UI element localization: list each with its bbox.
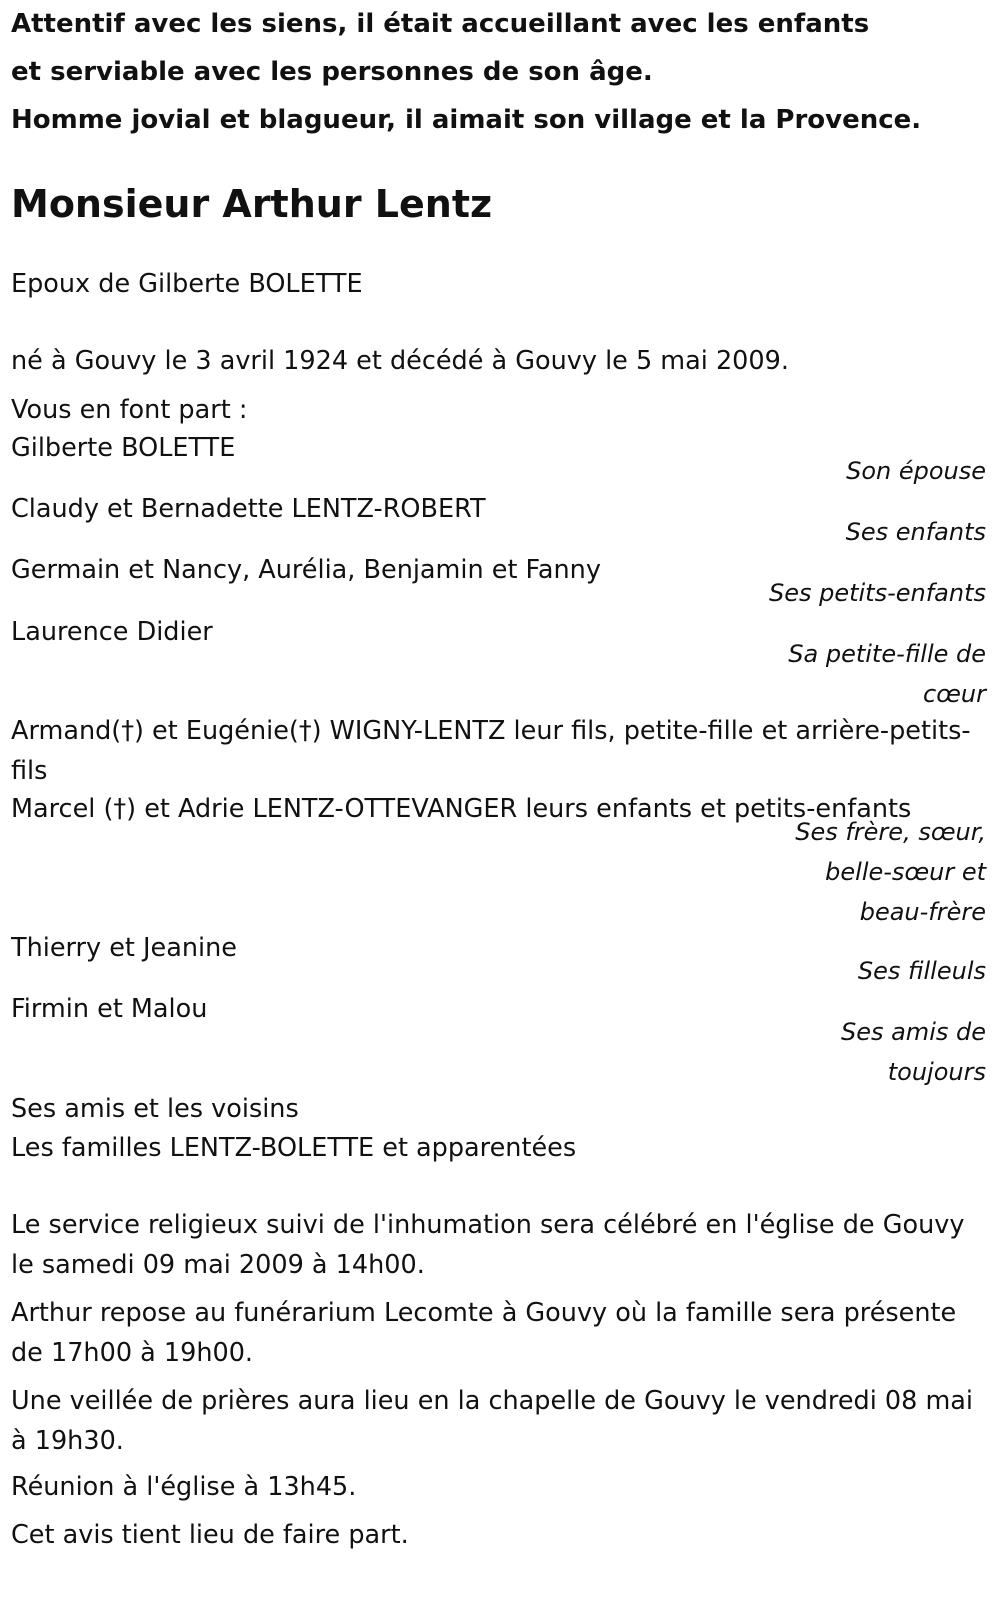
family-names: Gilberte BOLETTE (11, 433, 236, 463)
ceremony-detail: Arthur repose au funérarium Lecomte à Gouvy où la famille sera présente de 17h00 à 19h00. (11, 1298, 957, 1368)
ceremony-detail: Une veillée de prières aura lieu en la chapelle de Gouvy le vendredi 08 mai à 19h30. (11, 1386, 974, 1456)
others-line: Les familles LENTZ-BOLETTE et apparentées (11, 1133, 577, 1163)
intro-line: Homme jovial et blagueur, il aimait son village et la Provence. (11, 105, 922, 135)
family-relation: Ses amis de toujours (840, 1018, 986, 1086)
family-relation: Sa petite-fille de cœur (788, 640, 986, 708)
announce-label: Vous en font part : (11, 395, 248, 425)
family-relation: Ses filleuls (857, 957, 986, 985)
family-names: Laurence Didier (11, 617, 213, 647)
spouse-line: Epoux de Gilberte BOLETTE (11, 269, 363, 299)
ceremony-detail: Réunion à l'église à 13h45. (11, 1472, 357, 1502)
ceremony-detail: Cet avis tient lieu de faire part. (11, 1520, 409, 1550)
family-names: Marcel (†) et Adrie LENTZ-OTTEVANGER leurs enfants et petits-enfants (11, 794, 912, 824)
deceased-name-title: Monsieur Arthur Lentz (11, 182, 493, 226)
intro-line: Attentif avec les siens, il était accueillant avec les enfants (11, 9, 870, 39)
ceremony-detail: Le service religieux suivi de l'inhumation sera célébré en l'église de Gouvy le samedi 09 mai 2009 à 14h00. (11, 1210, 965, 1280)
intro-line: et serviable avec les personnes de son âge. (11, 57, 653, 87)
family-names: Germain et Nancy, Aurélia, Benjamin et Fanny (11, 555, 601, 585)
family-names: Armand(†) et Eugénie(†) WIGNY-LENTZ leur fils, petite-fille et arrière-petits-fils (11, 716, 971, 786)
family-relation: Son épouse (846, 457, 986, 485)
family-names: Claudy et Bernadette LENTZ-ROBERT (11, 494, 486, 524)
family-relation: Ses petits-enfants (768, 579, 986, 607)
others-line: Ses amis et les voisins (11, 1094, 299, 1124)
family-names: Thierry et Jeanine (11, 933, 237, 963)
family-relation: Ses enfants (845, 518, 986, 546)
birth-death-line: né à Gouvy le 3 avril 1924 et décédé à Gouvy le 5 mai 2009. (11, 346, 789, 376)
family-names: Firmin et Malou (11, 994, 208, 1024)
family-relation: Ses frère, sœur, belle-sœur et beau-frère (795, 818, 986, 926)
